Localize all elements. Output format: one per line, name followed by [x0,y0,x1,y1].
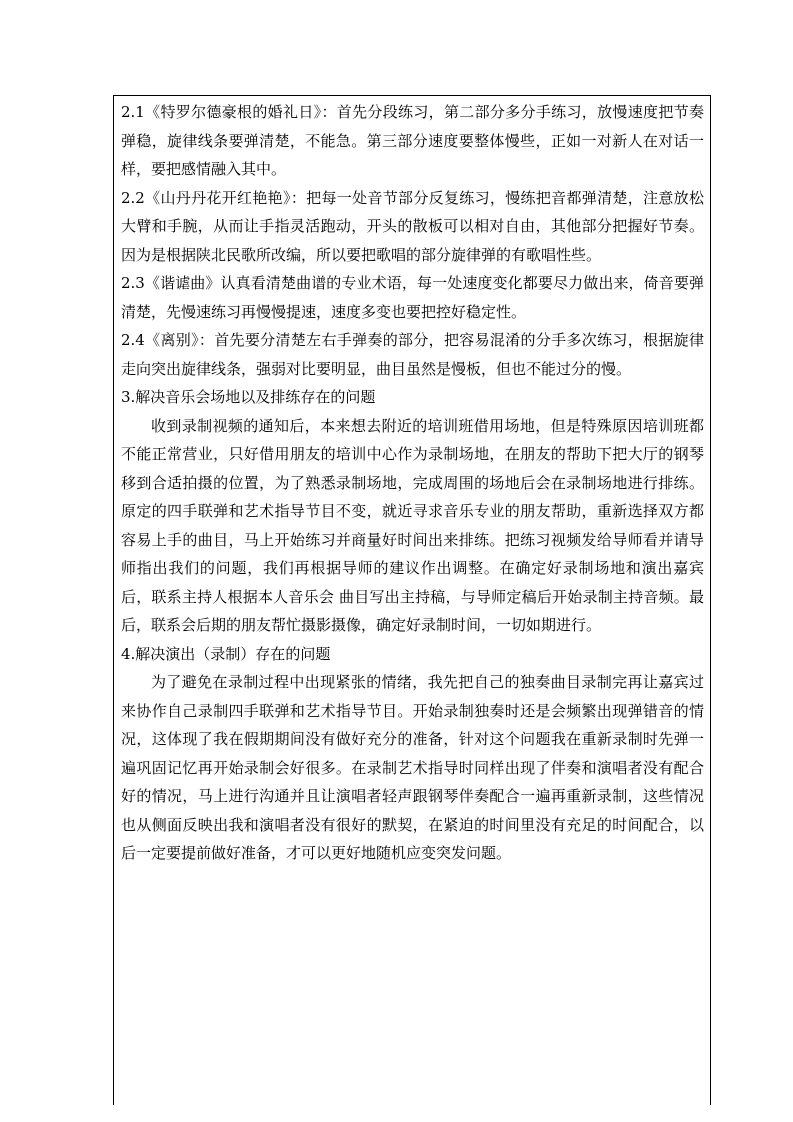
paragraph-2-4: 2.4《离别》：首先要分清楚左右手弹奏的部分，把容易混淆的分手多次练习，根据旋律走向突出旋律线条，强弱对比要明显，曲目虽然是慢板，但也不能过分的慢。 [121,331,704,378]
paragraph-2-2: 2.2《山丹丹花开红艳艳》：把每一处音节部分反复练习，慢练把音都弹清楚，注意放松大臂和手腕，从而让手指灵活跑动，开头的散板可以相对自由，其他部分把握好节奏。因为是根据陕北民歌所改编，所以要把歌唱的部分旋律弹的有歌唱性些。 [121,188,704,264]
document-body [121,98,704,868]
paragraph-3-body: 收到录制视频的通知后，本来想去附近的培训班借用场地，但是特殊原因培训班都不能正常营业，只好借用朋友的培训中心作为录制场地，在朋友的帮助下把大厅的钢琴移到合适拍摄的位置，为了熟悉录制场地，完成周围的场地后会在录制场地进行排练。原定的四手联弹和艺术指导节目不变，就近寻求音乐专业的朋友帮助，重新选择双方都容易上手的曲目，马上开始练习并商量好时间出来排练。把练习视频发给导师看并请导师指出我们的问题，我们再根据导师的建议作出调整。在确定好录制场地和演出嘉宾后，联系主持人根据本人音乐会 曲目写出主持稿，与导师定稿后开始录制主持音频。最后，联系会后期的朋友帮忙摄影摄像，确定好录制时间，一切如期进行。 [121,416,704,634]
section-heading-4: 4.解决演出（录制）存在的问题 [121,644,331,663]
paragraph-2-1: 2.1《特罗尔德豪根的婚礼日》：首先分段练习，第二部分多分手练习，放慢速度把节奏弹稳，旋律线条要弹清楚，不能急。第三部分速度要整体慢些，正如一对新人在对话一样，要把感情融入其中。 [121,103,704,178]
section-heading-3: 3.解决音乐会场地以及排练存在的问题 [121,388,376,406]
paragraph-4-body: 为了避免在录制过程中出现紧张的情绪，我先把自己的独奏曲目录制完再让嘉宾过来协作自己录制四手联弹和艺术指导节目。开始录制独奏时还是会频繁出现弹错音的情况，这体现了我在假期期间没有做好充分的准备，针对这个问题我在重新录制时先弹一遍巩固记忆再开始录制会好很多。在录制艺术指导时同样出现了伴奏和演唱者没有配合好的情况，马上进行沟通并且让演唱者轻声跟钢琴伴奏配合一遍再重新录制，这些情况也从侧面反映出我和演唱者没有很好的默契，在紧迫的时间里没有充足的时间配合，以后一定要提前做好准备，才可以更好地随机应变突发问题。 [121,673,704,862]
paragraph-2-3: 2.3《谐谑曲》认真看清楚曲谱的专业术语，每一处速度变化都要尽力做出来，倚音要弹清楚，先慢速练习再慢慢提速，速度多变也要把控好稳定性。 [121,274,704,321]
